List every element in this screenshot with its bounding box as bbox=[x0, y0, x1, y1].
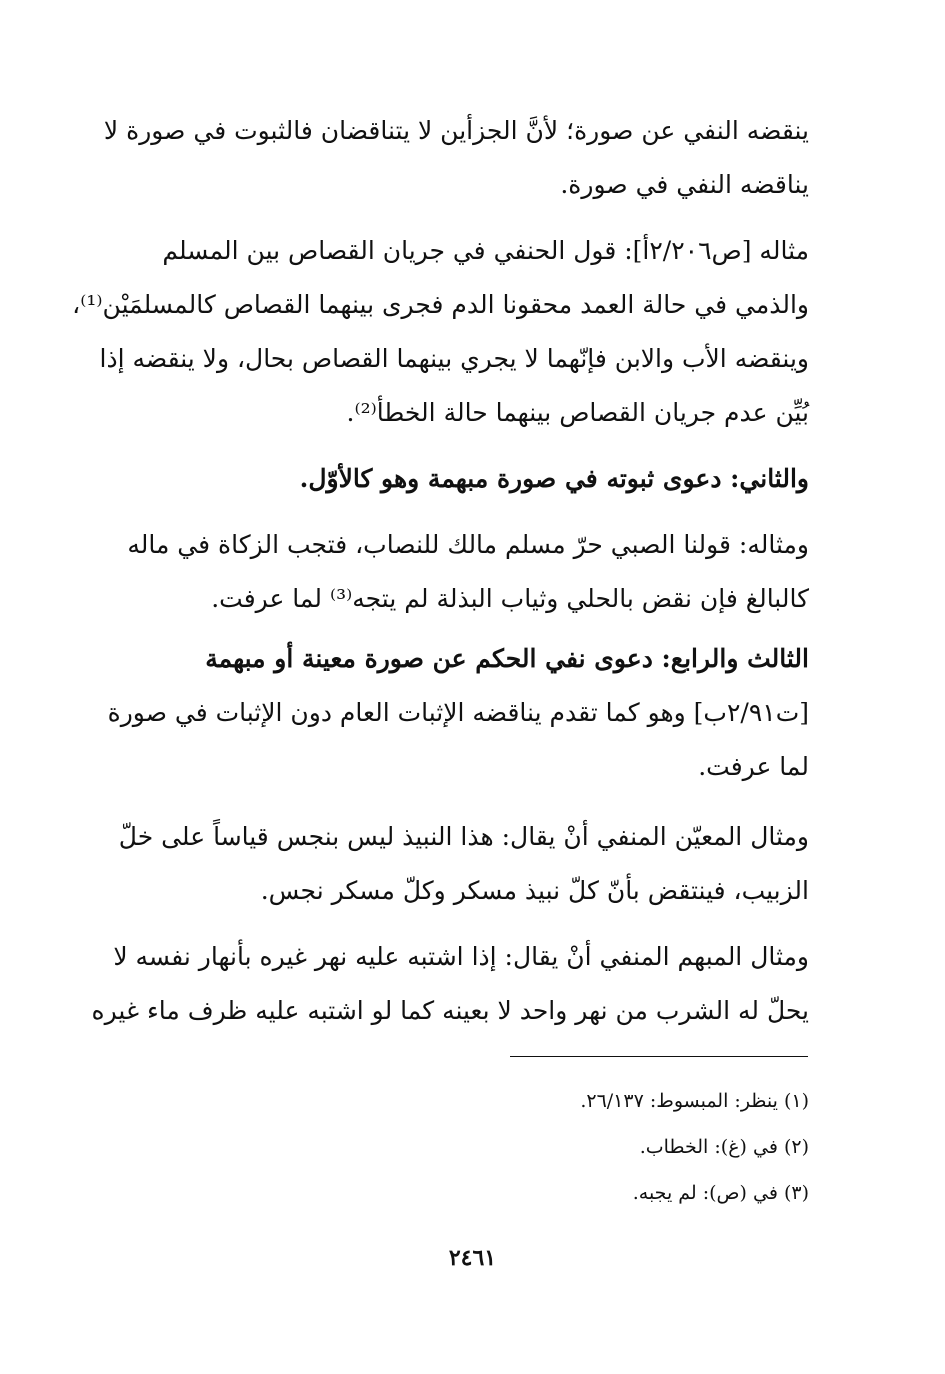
text-line: والذمي في حالة العمد محقونا الدم فجرى بينهما القصاص كالمسلمَيْن⁽¹⁾، bbox=[72, 290, 809, 319]
text-line: ومثاله: قولنا الصبي حرّ مسلم مالك للنصاب، فتجب الزكاة في ماله bbox=[127, 530, 809, 559]
section-heading-second bbox=[128, 452, 809, 506]
paragraph-5 bbox=[107, 632, 809, 794]
footnote-3: (٣) في (ص): لم يجبه. bbox=[632, 1182, 809, 1204]
text-line: كالبالغ فإن نقض بالحلي وثياب البذلة لم يتجه⁽³⁾ لما عرفت. bbox=[211, 584, 809, 613]
text-line: ينقضه النفي عن صورة؛ لأنَّ الجزأين لا يتناقضان فالثبوت في صورة لا bbox=[103, 116, 809, 145]
text-line: يحلّ له الشرب من نهر واحد لا بعينه كما لو اشتبه عليه ظرف ماء غيره bbox=[91, 996, 809, 1025]
text-line: مثاله [ص٢/٢٠٦أ]: قول الحنفي في جريان القصاص بين المسلم bbox=[162, 236, 809, 265]
paragraph-4 bbox=[128, 518, 809, 626]
heading-line: الثالث والرابع: دعوى نفي الحكم عن صورة معينة أو مبهمة bbox=[205, 644, 809, 673]
footnote-2: (٢) في (غ): الخطاب. bbox=[639, 1136, 809, 1158]
paragraph-2 bbox=[72, 224, 809, 440]
paragraph-1 bbox=[103, 104, 809, 212]
footnote-separator bbox=[510, 1056, 808, 1057]
heading-line: والثاني: دعوى ثبوته في صورة مبهمة وهو كالأوّل. bbox=[299, 464, 809, 493]
text-line: الزبيب، فينتقض بأنّ كلّ نبيذ مسكر وكلّ مسكر نجس. bbox=[260, 876, 809, 905]
footnote-1: (١) ينظر: المبسوط: ٢٦/١٣٧. bbox=[580, 1090, 809, 1112]
page-number: ٢٤٦١ bbox=[448, 1245, 497, 1271]
text-line: بُيِّن عدم جريان القصاص بينهما حالة الخطأ⁽²⁾. bbox=[346, 398, 809, 427]
text-line: يناقضه النفي في صورة. bbox=[560, 170, 809, 199]
text-line: لما عرفت. bbox=[698, 752, 809, 781]
paragraph-6 bbox=[118, 810, 809, 918]
paragraph-7 bbox=[91, 930, 809, 1038]
footnotes bbox=[128, 1078, 809, 1216]
text-line: ومثال المعيّن المنفي أنْ يقال: هذا النبيذ ليس بنجس قياساً على خلّ bbox=[118, 822, 809, 851]
text-line: وينقضه الأب والابن فإنّهما لا يجري بينهما القصاص بحال، ولا ينقضه إذا bbox=[99, 344, 809, 373]
text-line: ومثال المبهم المنفي أنْ يقال: إذا اشتبه عليه نهر غيره بأنهار نفسه لا bbox=[113, 942, 809, 971]
text-line: [ت٢/٩١ب] وهو كما تقدم يناقضه الإثبات العام دون الإثبات في صورة bbox=[107, 698, 809, 727]
